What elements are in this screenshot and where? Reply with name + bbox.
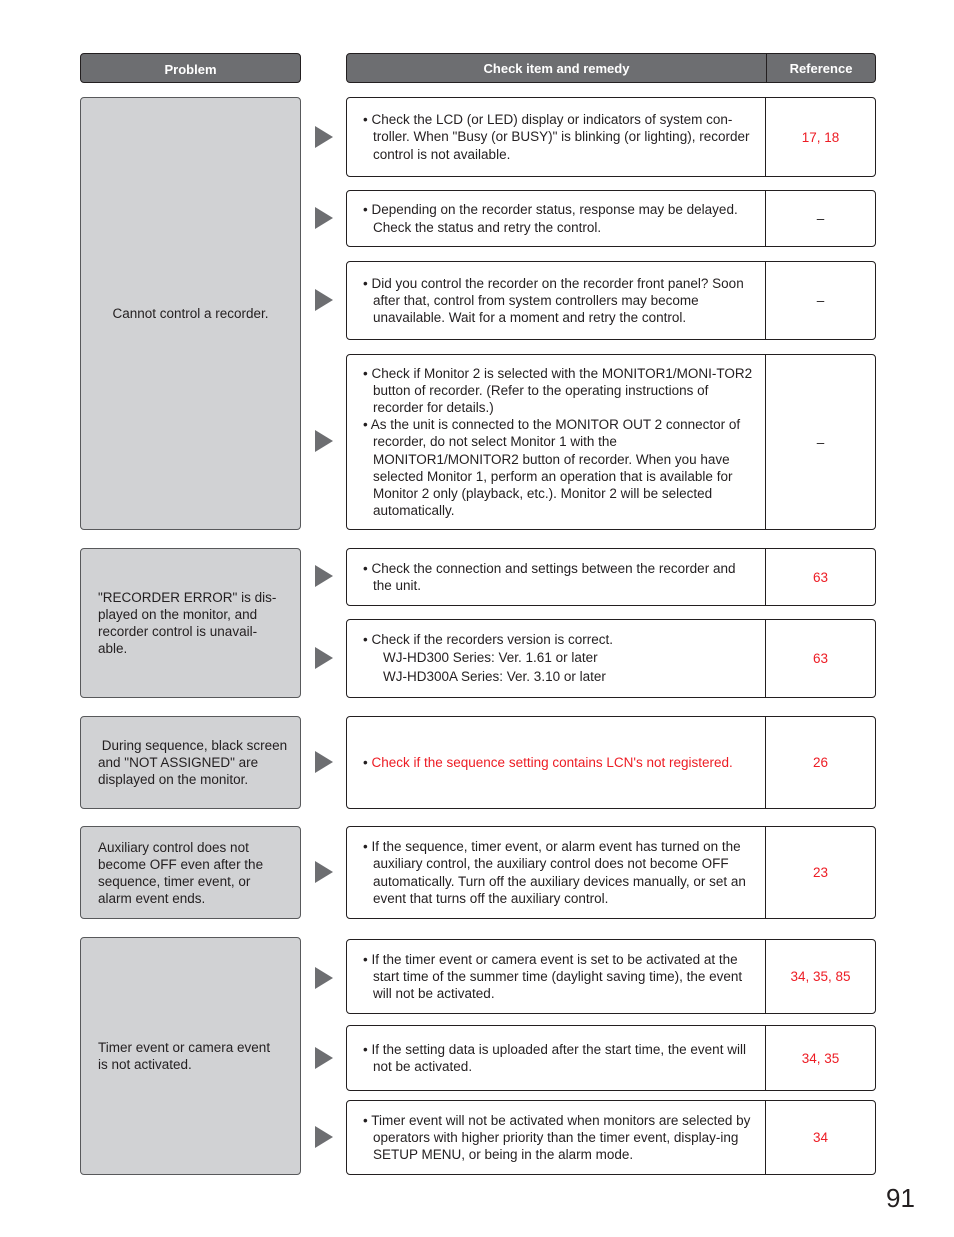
check-row [346, 354, 876, 530]
problem-box [80, 716, 301, 809]
header-reference-label: Reference [789, 60, 853, 76]
reference-page: 34, 35 [801, 1050, 840, 1066]
check-item: • If the setting data is uploaded after the start time, the event will not be activated. [363, 1041, 746, 1074]
reference-page: – [816, 211, 825, 226]
reference-page: 63 [812, 569, 829, 585]
reference-page: 34 [812, 1130, 829, 1145]
check-item: • Check the connection and settings between the recorder and the unit. [363, 560, 736, 593]
reference-page: 34, 35, 85 [790, 969, 851, 984]
check-text [347, 98, 766, 176]
check-item: • Check if Monitor 2 is selected with the MONITOR1/MONI-TOR2 button of recorder. (Refer to the operating instructions of recorder for details.) [363, 365, 753, 415]
check-row [346, 190, 876, 247]
check-row [346, 548, 876, 606]
reference-page: 23 [812, 865, 829, 880]
check-text [347, 827, 766, 918]
problem-box [80, 826, 301, 919]
problem-text: Timer event or camera event is not activated. [98, 1040, 271, 1072]
reference-page: – [816, 434, 825, 450]
header-reference [767, 54, 875, 82]
problem-text: "RECORDER ERROR" is dis-played on the monitor, and recorder control is unavail-able. [98, 590, 277, 656]
right-triangle-arrow-icon [315, 1047, 333, 1069]
check-row [346, 716, 876, 809]
version-requirement: WJ-HD300A Series: Ver. 3.10 or later [383, 669, 606, 685]
problem-box [80, 548, 301, 698]
problem-text: Cannot control a recorder. [112, 306, 269, 321]
reference-page: 17, 18 [801, 129, 840, 145]
check-text [347, 717, 766, 808]
check-text [347, 1101, 766, 1174]
check-text [347, 620, 766, 697]
header-problem [80, 53, 301, 83]
problem-text: During sequence, black screen and "NOT ASSIGNED" are displayed on the monitor. [98, 738, 291, 787]
check-text [347, 355, 766, 529]
check-item: • Did you control the recorder on the recorder front panel? Soon after that, control from system controllers may become unavailable. Wait for a moment and retry the control. [363, 275, 744, 326]
check-row [346, 619, 876, 698]
right-triangle-arrow-icon [315, 861, 333, 883]
header-check-reference [346, 53, 876, 83]
check-text [347, 191, 766, 246]
check-item: • As the unit is connected to the MONITOR OUT 2 connector of recorder, do not select Monitor 1 with the MONITOR1/MONITOR2 button of recorder. When you have selected Monitor 1, perform an operation that is available for Monitor 2 only (playback, etc.). Monitor 2 will be selected automatically. [363, 417, 741, 519]
header-check-item [347, 54, 767, 82]
right-triangle-arrow-icon [315, 967, 333, 989]
problem-text: Auxiliary control does not become OFF even after the sequence, timer event, or alarm event ends. [98, 839, 264, 906]
check-row [346, 826, 876, 919]
check-item: • Check if the recorders version is correct. [363, 631, 614, 647]
check-item-highlight: Check if the sequence setting contains LCN's not registered. [371, 754, 733, 770]
right-triangle-arrow-icon [315, 289, 333, 311]
check-text [347, 940, 766, 1013]
right-triangle-arrow-icon [315, 647, 333, 669]
problem-box [80, 97, 301, 530]
right-triangle-arrow-icon [315, 751, 333, 773]
right-triangle-arrow-icon [315, 126, 333, 148]
check-row [346, 97, 876, 177]
check-item [363, 754, 757, 771]
check-row [346, 261, 876, 340]
check-item: • Timer event will not be activated when monitors are selected by operators with higher priority than the timer event, display-ing SETUP MENU, or being in the alarm mode. [363, 1112, 751, 1163]
bullet: • [363, 754, 372, 770]
check-item: • Depending on the recorder status, response may be delayed. Check the status and retry the control. [363, 202, 738, 235]
right-triangle-arrow-icon [315, 207, 333, 229]
right-triangle-arrow-icon [315, 565, 333, 587]
check-text [347, 549, 766, 605]
check-row [346, 1100, 876, 1175]
version-requirement: WJ-HD300 Series: Ver. 1.61 or later [383, 650, 598, 666]
check-text [347, 1026, 766, 1090]
check-row [346, 1025, 876, 1091]
right-triangle-arrow-icon [315, 1126, 333, 1148]
right-triangle-arrow-icon [315, 430, 333, 452]
check-item: • Check the LCD (or LED) display or indicators of system con-troller. When "Busy (or BUSY)" is blinking (or lighting), recorder control is not available. [363, 112, 750, 162]
check-item: • If the sequence, timer event, or alarm event has turned on the auxiliary control, the auxiliary control does not become OFF automatically. Turn off the auxiliary devices manually, or set an event that turns off the auxiliary control. [363, 839, 746, 906]
check-text [347, 262, 766, 339]
page-number: 91 [886, 1183, 915, 1213]
reference-page: 63 [812, 651, 829, 666]
problem-box [80, 937, 301, 1175]
header-check-label: Check item and remedy [483, 60, 630, 76]
reference-page: – [816, 293, 825, 308]
reference-page: 26 [812, 755, 829, 770]
header-problem-label: Problem [164, 61, 217, 77]
check-item: • If the timer event or camera event is set to be activated at the start time of the summer time (daylight saving time), the event will not be activated. [363, 951, 743, 1002]
check-row [346, 939, 876, 1014]
